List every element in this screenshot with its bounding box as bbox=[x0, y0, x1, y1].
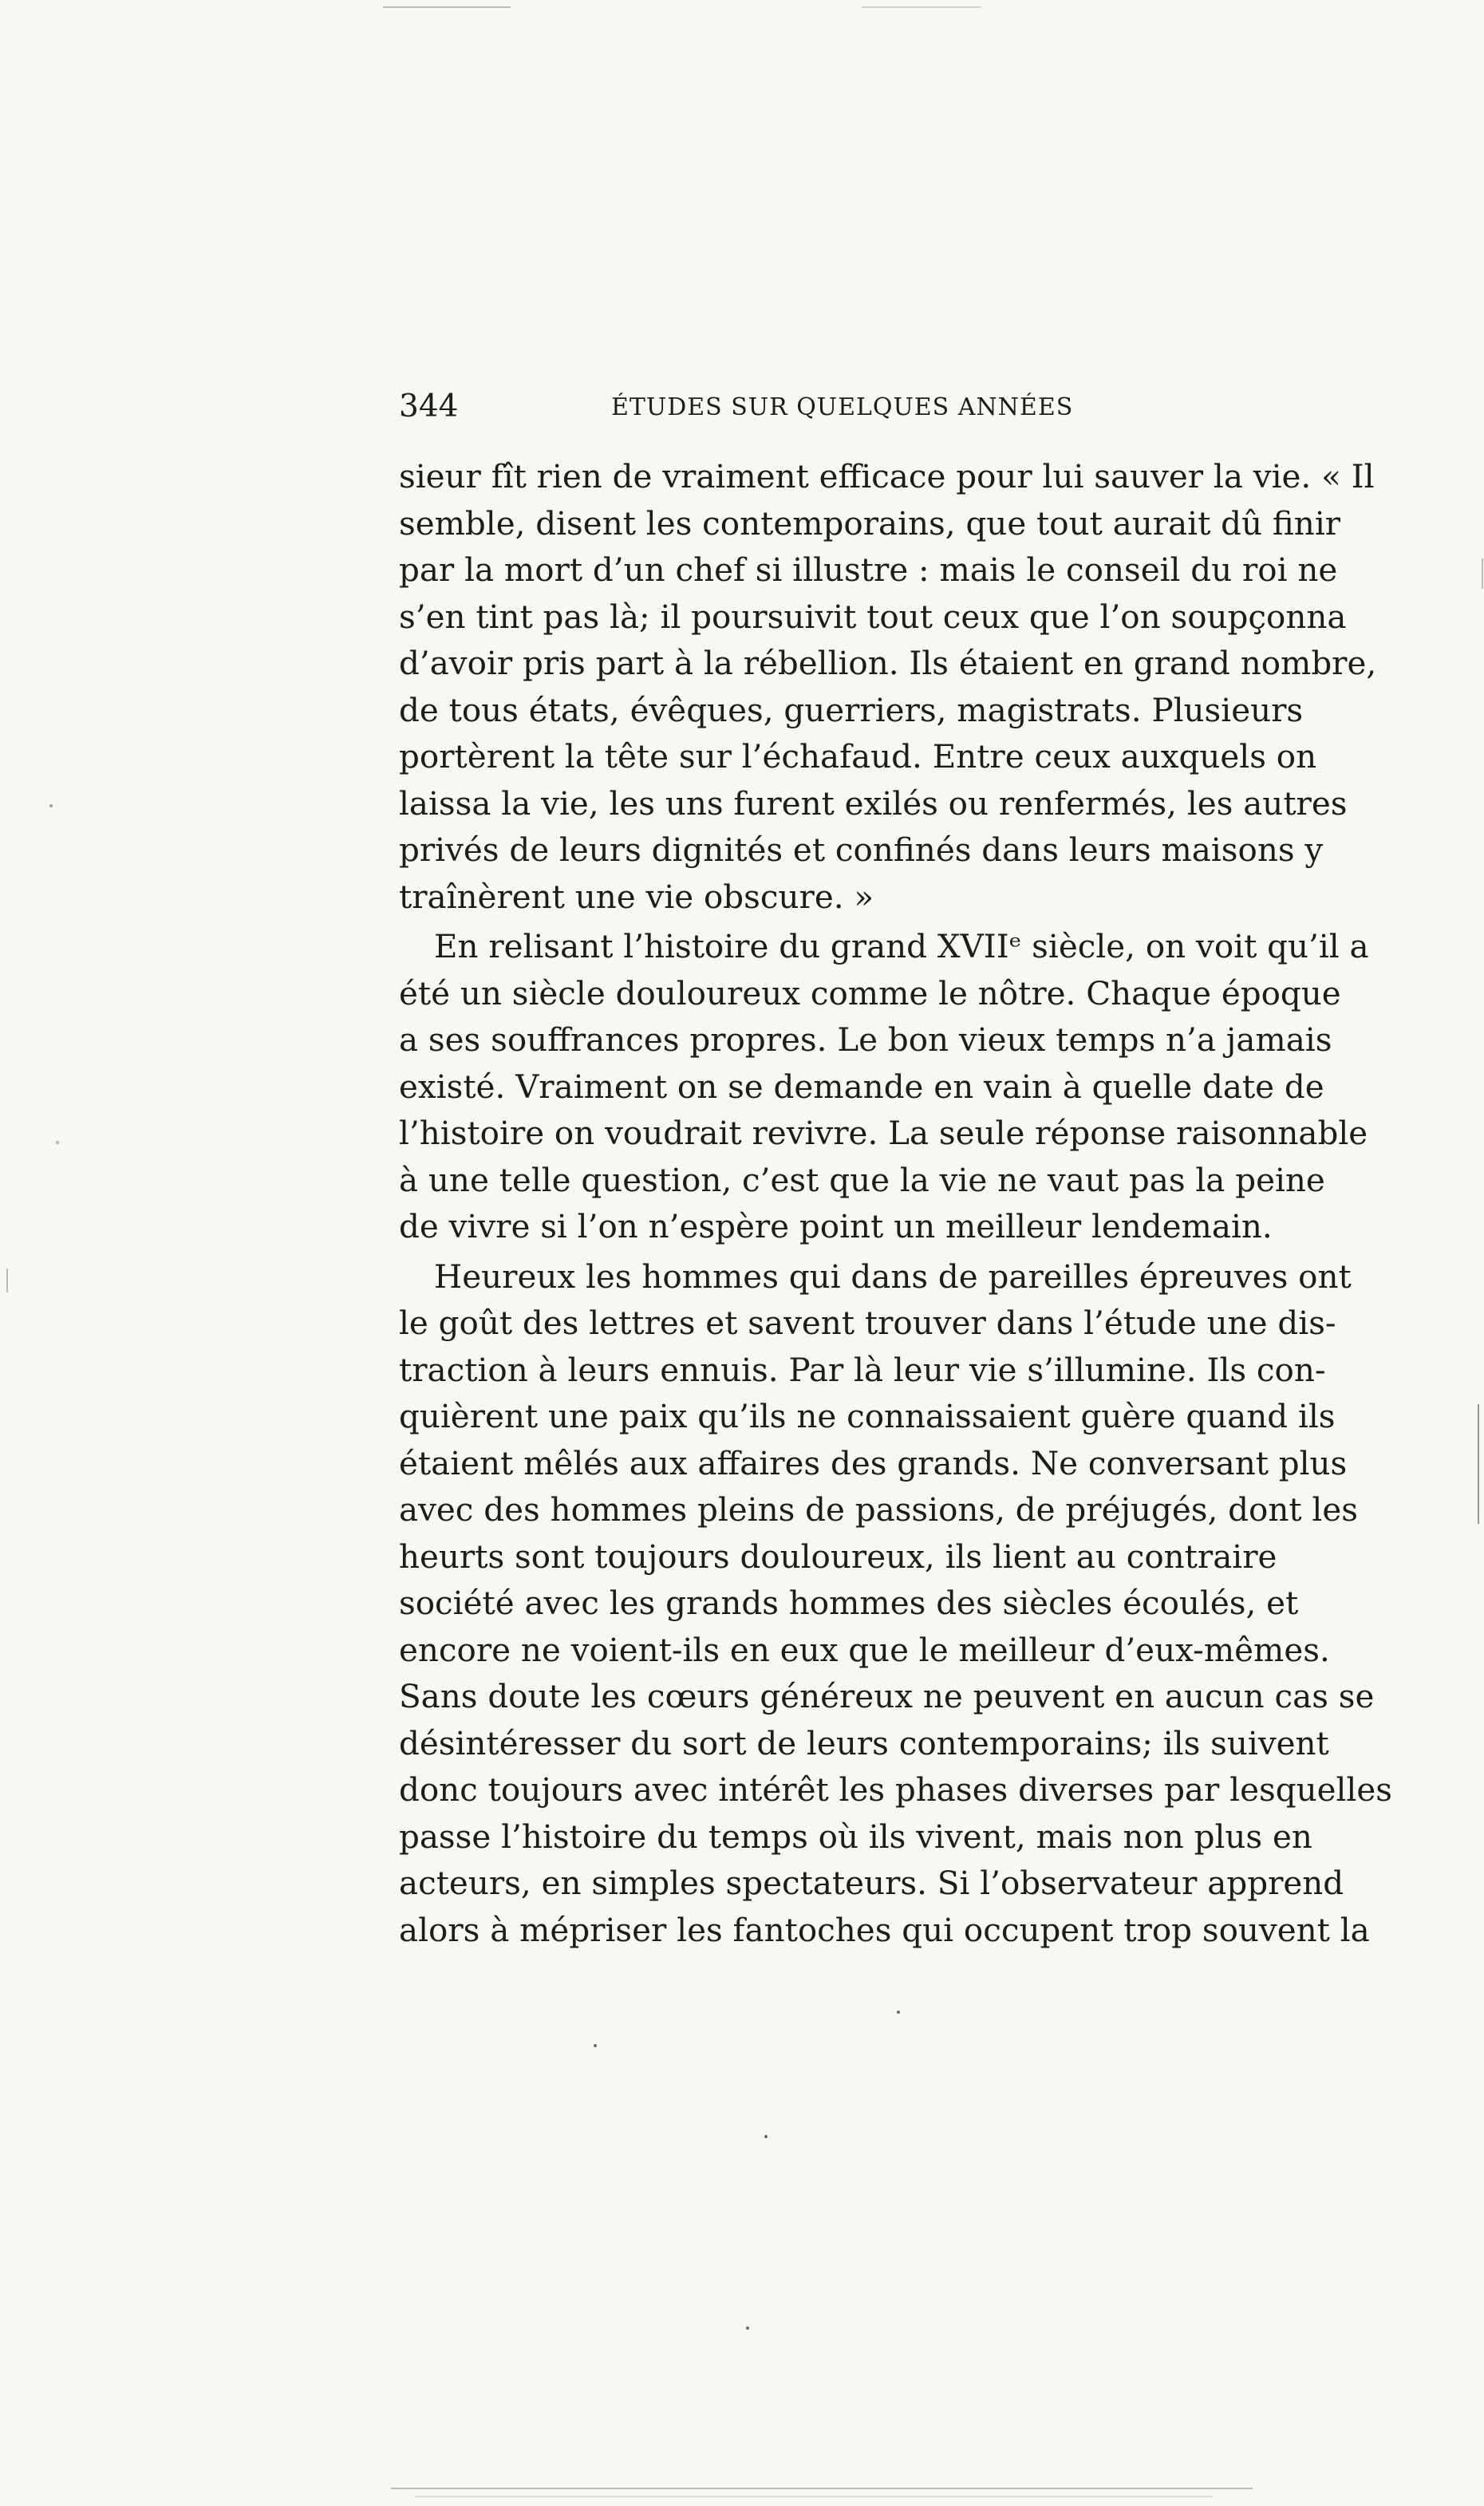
dust-speck bbox=[594, 2044, 597, 2047]
dust-speck bbox=[746, 2326, 749, 2330]
text-line: désintéresser du sort de leurs contemporains; ils suivent bbox=[399, 1723, 1329, 1762]
text-line: laissa la vie, les uns furent exilés ou renfermés, les autres bbox=[399, 783, 1348, 823]
text-line: par la mort d’un chef si illustre : mais le conseil du roi ne bbox=[399, 551, 1338, 589]
text-line: alors à mépriser les fantoches qui occupent trop souvent la bbox=[399, 1910, 1370, 1949]
text-line: d’avoir pris part à la rébellion. Ils étaient en grand nombre, bbox=[399, 644, 1377, 682]
text-line: acteurs, en simples spectateurs. Si l’observateur apprend bbox=[399, 1864, 1344, 1902]
running-title: ÉTUDES SUR QUELQUES ANNÉES bbox=[611, 393, 1074, 421]
text-line: privés de leurs dignités et confinés dans leurs maisons y bbox=[399, 831, 1324, 869]
text-line: de tous états, évêques, guerriers, magistrats. Plusieurs bbox=[399, 690, 1304, 729]
right-margin-mark bbox=[1478, 1404, 1479, 1524]
text-line: société avec les grands hommes des siècles écoulés, et bbox=[399, 1584, 1299, 1622]
dust-speck bbox=[56, 1141, 59, 1144]
text-line: le goût des lettres et savent trouver dans l’étude une dis- bbox=[399, 1304, 1336, 1342]
text-line: de vivre si l’on n’espère point un meilleur lendemain. bbox=[399, 1207, 1273, 1245]
text-line: sieur fît rien de vraiment efficace pour lui sauver la vie. « Il bbox=[399, 457, 1375, 495]
text-line: heurts sont toujours douloureux, ils lient au contraire bbox=[399, 1537, 1277, 1576]
dust-speck bbox=[897, 2011, 900, 2014]
text-line: avec des hommes pleins de passions, de préjugés, dont les bbox=[399, 1490, 1358, 1529]
running-header bbox=[399, 388, 1249, 428]
text-line: Sans doute les cœurs généreux ne peuvent en aucun cas se bbox=[399, 1677, 1375, 1715]
text-line: encore ne voient-ils en eux que le meilleur d’eux-mêmes. bbox=[399, 1630, 1330, 1669]
bottom-scan-line bbox=[391, 2488, 1253, 2489]
left-margin-mark bbox=[6, 1269, 8, 1292]
dust-speck bbox=[764, 2135, 768, 2138]
paragraph-1 bbox=[399, 453, 1377, 920]
page-number: 344 bbox=[399, 389, 459, 424]
text-line: à une telle question, c’est que la vie ne vaut pas la peine bbox=[399, 1160, 1325, 1199]
right-margin-mark-small bbox=[1482, 558, 1483, 589]
text-line: existé. Vraiment on se demande en vain à quelle date de bbox=[399, 1067, 1324, 1106]
text-line: donc toujours avec intérêt les phases diverses par lesquelles bbox=[399, 1770, 1392, 1809]
main-text bbox=[399, 453, 1392, 1953]
text-line: l’histoire on voudrait revivre. La seule réponse raisonnable bbox=[399, 1114, 1368, 1152]
text-line: En relisant l’histoire du grand XVIIᵉ siècle, on voit qu’il a bbox=[434, 927, 1369, 965]
bottom-scan-line-faint bbox=[415, 2496, 1213, 2497]
text-line: portèrent la tête sur l’échafaud. Entre ceux auxquels on bbox=[399, 737, 1317, 775]
text-line: semble, disent les contemporains, que tout aurait dû finir bbox=[399, 503, 1341, 543]
dust-speck bbox=[49, 804, 53, 807]
text-line: passe l’histoire du temps où ils vivent, mais non plus en bbox=[399, 1817, 1312, 1856]
paragraph-3 bbox=[399, 1253, 1392, 1954]
text-line: été un siècle douloureux comme le nôtre. Chaque époque bbox=[399, 973, 1341, 1012]
top-scan-line bbox=[383, 6, 511, 8]
text-line: Heureux les hommes qui dans de pareilles épreuves ont bbox=[434, 1257, 1352, 1296]
text-line: traînèrent une vie obscure. » bbox=[399, 877, 874, 916]
text-line: a ses souffrances propres. Le bon vieux temps n’a jamais bbox=[399, 1020, 1332, 1059]
text-line: quièrent une paix qu’ils ne connaissaient guère quand ils bbox=[399, 1397, 1336, 1435]
paragraph-2 bbox=[399, 923, 1369, 1250]
text-line: étaient mêlés aux affaires des grands. Ne conversant plus bbox=[399, 1443, 1348, 1482]
text-line: s’en tint pas là; il poursuivit tout ceux que l’on soupçonna bbox=[399, 597, 1347, 636]
top-scan-line-right bbox=[862, 6, 981, 8]
text-line: traction à leurs ennuis. Par là leur vie s’illumine. Ils con- bbox=[399, 1350, 1326, 1389]
